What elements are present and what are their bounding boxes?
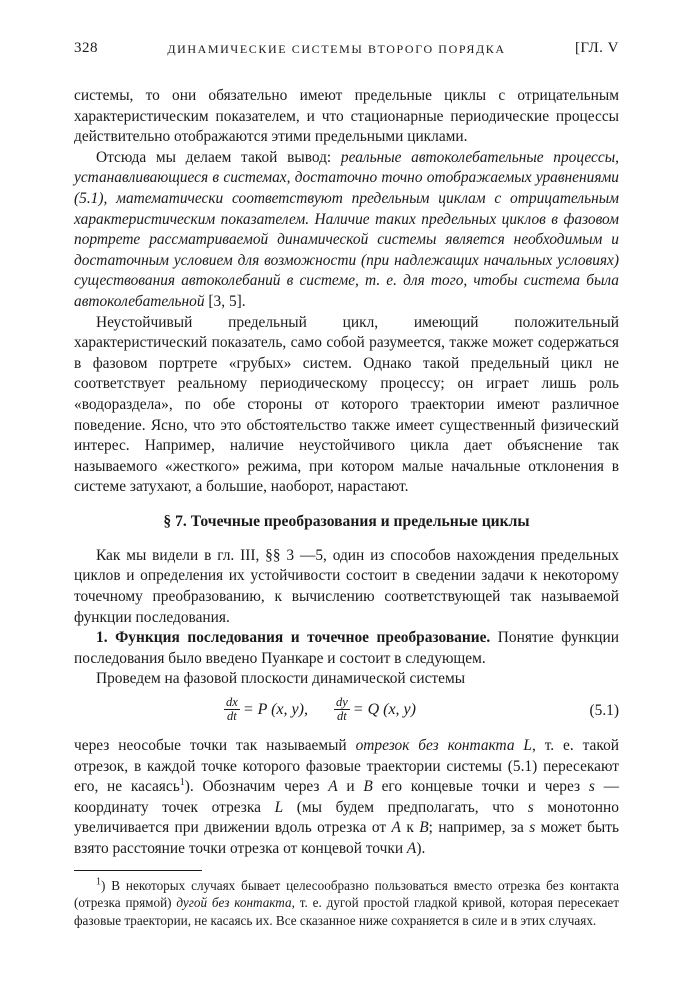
section-title: § 7. Точечные преобразования и предельные циклы bbox=[163, 512, 530, 530]
paragraph-continuation: системы, то они обязательно имеют предельные циклы с отрицательным характеристическим показателем, и что стационарные периодические процессы действительно отображаются этими предельными циклами. bbox=[74, 87, 619, 146]
italic-conclusion: реальные автоколебательные процессы, устанавливающиеся в системах, достаточно точно отображаемых уравнениями (5.1), математически соответствуют предельным циклам с отрицательным характеристическим показателем. Наличие таких предельных циклов в фазовом портрете рассматриваемой динамической системы является необходимым и достаточным условием для возможности (при надлежащих начальных условиях) существования автоколебаний в системе, т. е. для того, чтобы система была автоколебательной bbox=[74, 148, 619, 310]
page-number: 328 bbox=[74, 40, 98, 56]
footnote-mark: 1 bbox=[96, 876, 101, 888]
fraction-dy-dt: $\frac{dy}{dt}$ bbox=[335, 695, 348, 724]
footnote: $^1$) В некоторых случаях бывает целесообразно пользоваться вместо отрезка без контакта (отрезка прямой) дугой без контакта, т. е. дугой простой гладкой кривой, которая пересекает фазовые траектории, не касаясь их. Все сказанное ниже сохраняется в силе и в этих случаях. bbox=[74, 876, 619, 928]
running-header bbox=[74, 40, 619, 64]
equation-rhs-q: = Q (x, y) bbox=[352, 700, 416, 718]
equation-number: (5.1) bbox=[589, 702, 619, 720]
subsection-heading: 1. Функция последования и точечное преобразование. bbox=[96, 629, 491, 647]
paragraph-intro-equation: Проведем на фазовой плоскости динамической системы bbox=[96, 670, 466, 688]
equation-body bbox=[224, 696, 416, 723]
footnote-ref: 1 bbox=[179, 777, 185, 789]
equation-rhs-p: = P (x, y), bbox=[242, 700, 308, 718]
footnote-divider bbox=[74, 870, 202, 871]
paragraph-methods: Как мы видели в гл. III, §§ 3 —5, один из способов нахождения предельных циклов и определения их устойчивости состоит в сведении задачи к некоторому точечному преобразованию, к вычислению соответствующей так называемой функции последования. bbox=[74, 546, 619, 626]
paragraph-segment-definition: через неособые точки так называемый отрезок без контакта L, т. е. такой отрезок, в каждой точке которого фазовые траектории системы (5.1) пересекают его, не касаясь$^1$). Обозначим через A и B его концевые точки и через s — координату точек отрезка L (мы будем предполагать, что s монотонно увеличивается при движении вдоль отрезка от A к B; например, за s может быть взято расстояние точки отрезка от концевой точки A). bbox=[74, 737, 619, 857]
equation-5-1 bbox=[74, 692, 619, 732]
paragraph-conclusion: Отсюда мы делаем такой вывод: реальные автоколебательные процессы, устанавливающиеся в системах, достаточно точно отображаемых уравнениями (5.1), математически соответствуют предельным циклам с отрицательным характеристическим показателем. Наличие таких предельных циклов в фазовом портрете рассматриваемой динамической системы является необходимым и достаточным условием для возможности (при надлежащих начальных условиях) существования автоколебаний в системе, т. е. для того, чтобы система была автоколебательной [3, 5]. bbox=[74, 148, 619, 310]
chapter-marker: [ГЛ. V bbox=[574, 40, 619, 56]
fraction-dx-dt: $\frac{dx}{dt}$ bbox=[226, 695, 238, 724]
book-page bbox=[74, 40, 619, 929]
subsection-paragraph: 1. Функция последования и точечное преобразование. Понятие функции последования было введено Пуанкаре и состоит в следующем. bbox=[74, 629, 619, 667]
paragraph-unstable-cycle: Неустойчивый предельный цикл, имеющий положительный характеристический показатель, само собой разумеется, также может содержаться в фазовом портрете «грубых» систем. Однако такой предельный цикл не соответствует реальному периодическому процессу; он играет лишь роль «водораздела», по обе стороны от которого траектории имеют различное поведение. Ясно, что это обстоятельство также имеет существенный физический интерес. Например, наличие неустойчивого цикла дает объяснение так называемого «жесткого» режима, при котором малые начальные отклонения в системе затухают, а большие, наоборот, нарастают. bbox=[74, 313, 619, 496]
running-title: ДИНАМИЧЕСКИЕ СИСТЕМЫ ВТОРОГО ПОРЯДКА bbox=[167, 42, 506, 56]
